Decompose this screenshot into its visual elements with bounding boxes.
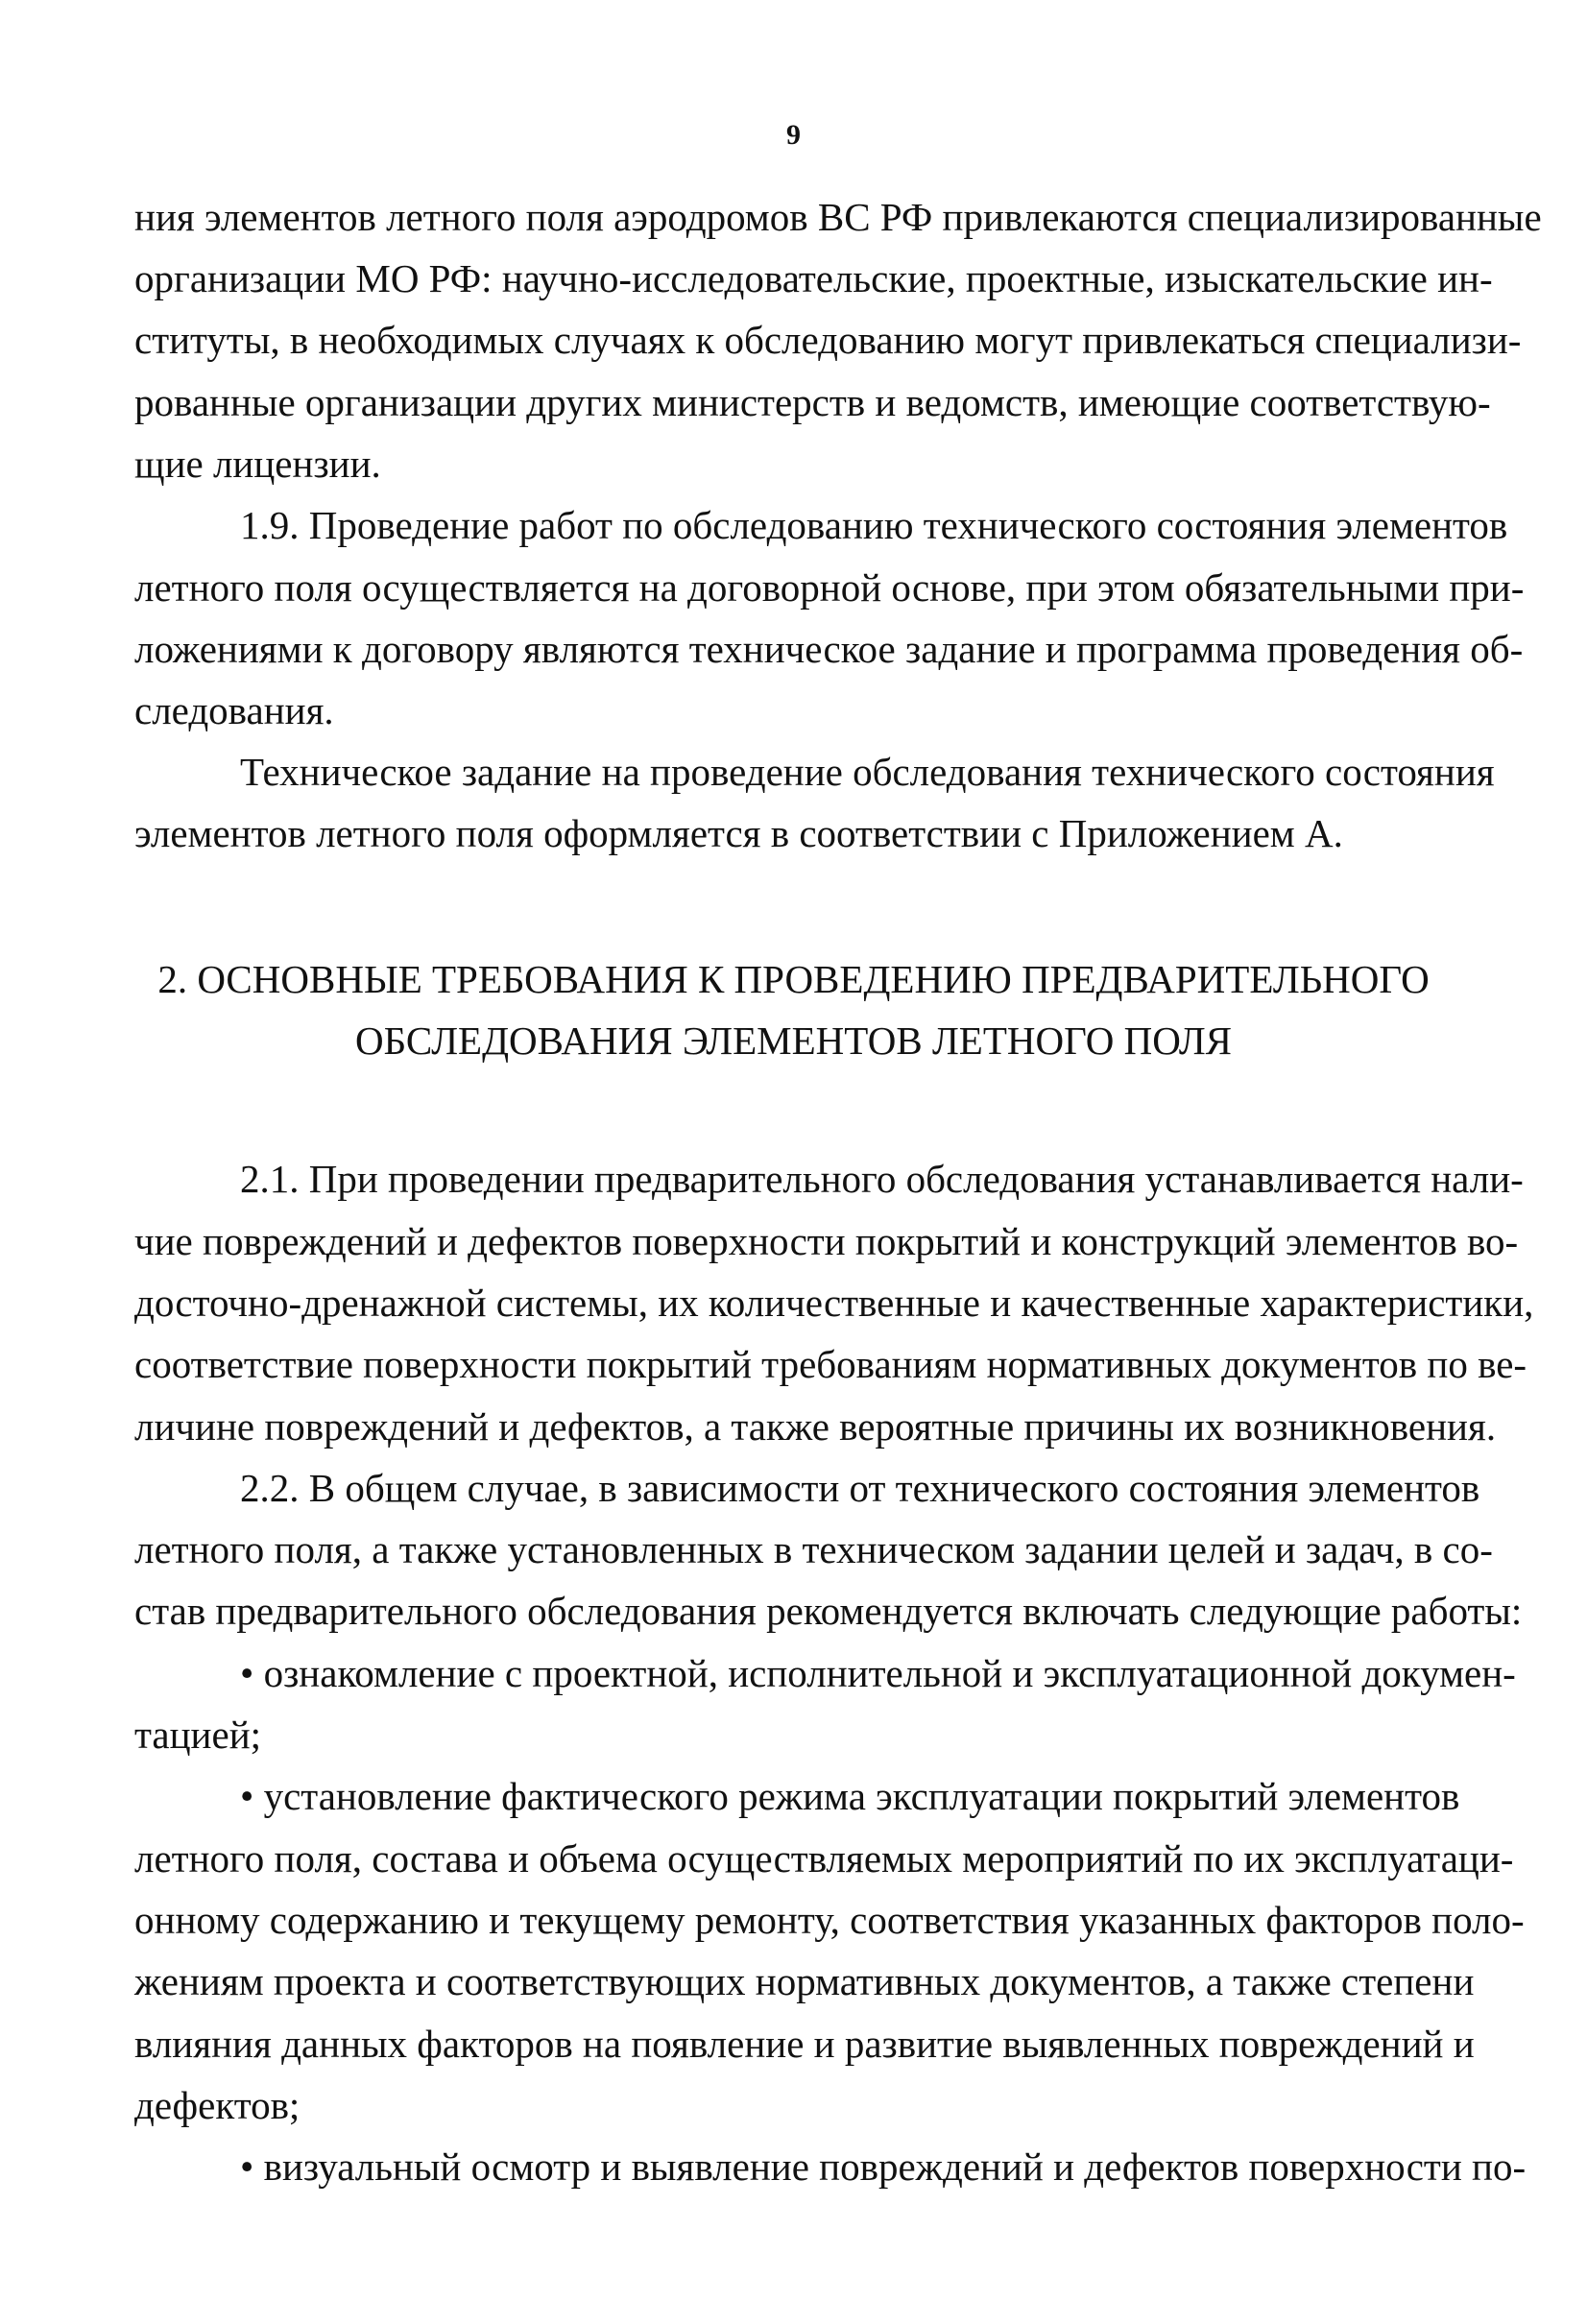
- text-line: досточно-дренажной системы, их количественные и качественные характеристики,: [134, 1281, 1534, 1325]
- text-line: соответствие поверхности покрытий требованиям нормативных документов по ве-: [134, 1342, 1527, 1386]
- text-line: чие повреждений и дефектов поверхности покрытий и конструкций элементов во-: [134, 1219, 1519, 1263]
- text-line: следования.: [134, 688, 334, 732]
- bullet-line: • ознакомление с проектной, исполнительной и эксплуатационной докумен-: [240, 1651, 1516, 1695]
- text-line: 1.9. Проведение работ по обследованию технического состояния элементов: [240, 503, 1508, 547]
- text-line: 2.2. В общем случае, в зависимости от технического состояния элементов: [240, 1466, 1480, 1510]
- bullet-line: • установление фактического режима эксплуатации покрытий элементов: [240, 1774, 1460, 1818]
- text-line: ния элементов летного поля аэродромов ВС РФ привлекаются специализированные: [134, 195, 1542, 239]
- section-heading-line-1: 2. ОСНОВНЫЕ ТРЕБОВАНИЯ К ПРОВЕДЕНИЮ ПРЕДВАРИТЕЛЬНОГО: [157, 957, 1430, 1001]
- text-line: онному содержанию и текущему ремонту, соответствия указанных факторов поло-: [134, 1898, 1525, 1942]
- text-line: летного поля, состава и объема осуществляемых мероприятий по их эксплуатаци-: [134, 1836, 1514, 1881]
- text-line: жениям проекта и соответствующих нормативных документов, а также степени: [134, 1959, 1475, 2003]
- text-line: организации МО РФ: научно-исследовательские, проектные, изыскательские ин-: [134, 256, 1493, 300]
- text-line: ституты, в необходимых случаях к обследованию могут привлекаться специализи-: [134, 318, 1522, 362]
- text-line: тацией;: [134, 1713, 262, 1757]
- text-line: ложениями к договору являются техническое задание и программа проведения об-: [134, 627, 1524, 671]
- page-number: 9: [786, 119, 801, 151]
- text-line: 2.1. При проведении предварительного обследования устанавливается нали-: [240, 1157, 1524, 1201]
- text-line: влияния данных факторов на появление и развитие выявленных повреждений и: [134, 2022, 1475, 2066]
- text-line: элементов летного поля оформляется в соответствии с Приложением А.: [134, 811, 1343, 855]
- bullet-line: • визуальный осмотр и выявление повреждений и дефектов поверхности по-: [240, 2144, 1527, 2189]
- text-line: рованные организации других министерств и ведомств, имеющие соответствую-: [134, 380, 1491, 424]
- text-line: щие лицензии.: [134, 442, 381, 486]
- text-line: став предварительного обследования рекомендуется включать следующие работы:: [134, 1589, 1523, 1633]
- text-line: Техническое задание на проведение обследования технического состояния: [240, 750, 1495, 794]
- text-line: летного поля осуществляется на договорной основе, при этом обязательными при-: [134, 565, 1525, 610]
- text-line: дефектов;: [134, 2083, 301, 2127]
- text-line: летного поля, а также установленных в техническом задании целей и задач, в со-: [134, 1527, 1493, 1571]
- text-line: личине повреждений и дефектов, а также вероятные причины их возникновения.: [134, 1404, 1497, 1449]
- section-heading-line-2: ОБСЛЕДОВАНИЯ ЭЛЕМЕНТОВ ЛЕТНОГО ПОЛЯ: [355, 1018, 1232, 1063]
